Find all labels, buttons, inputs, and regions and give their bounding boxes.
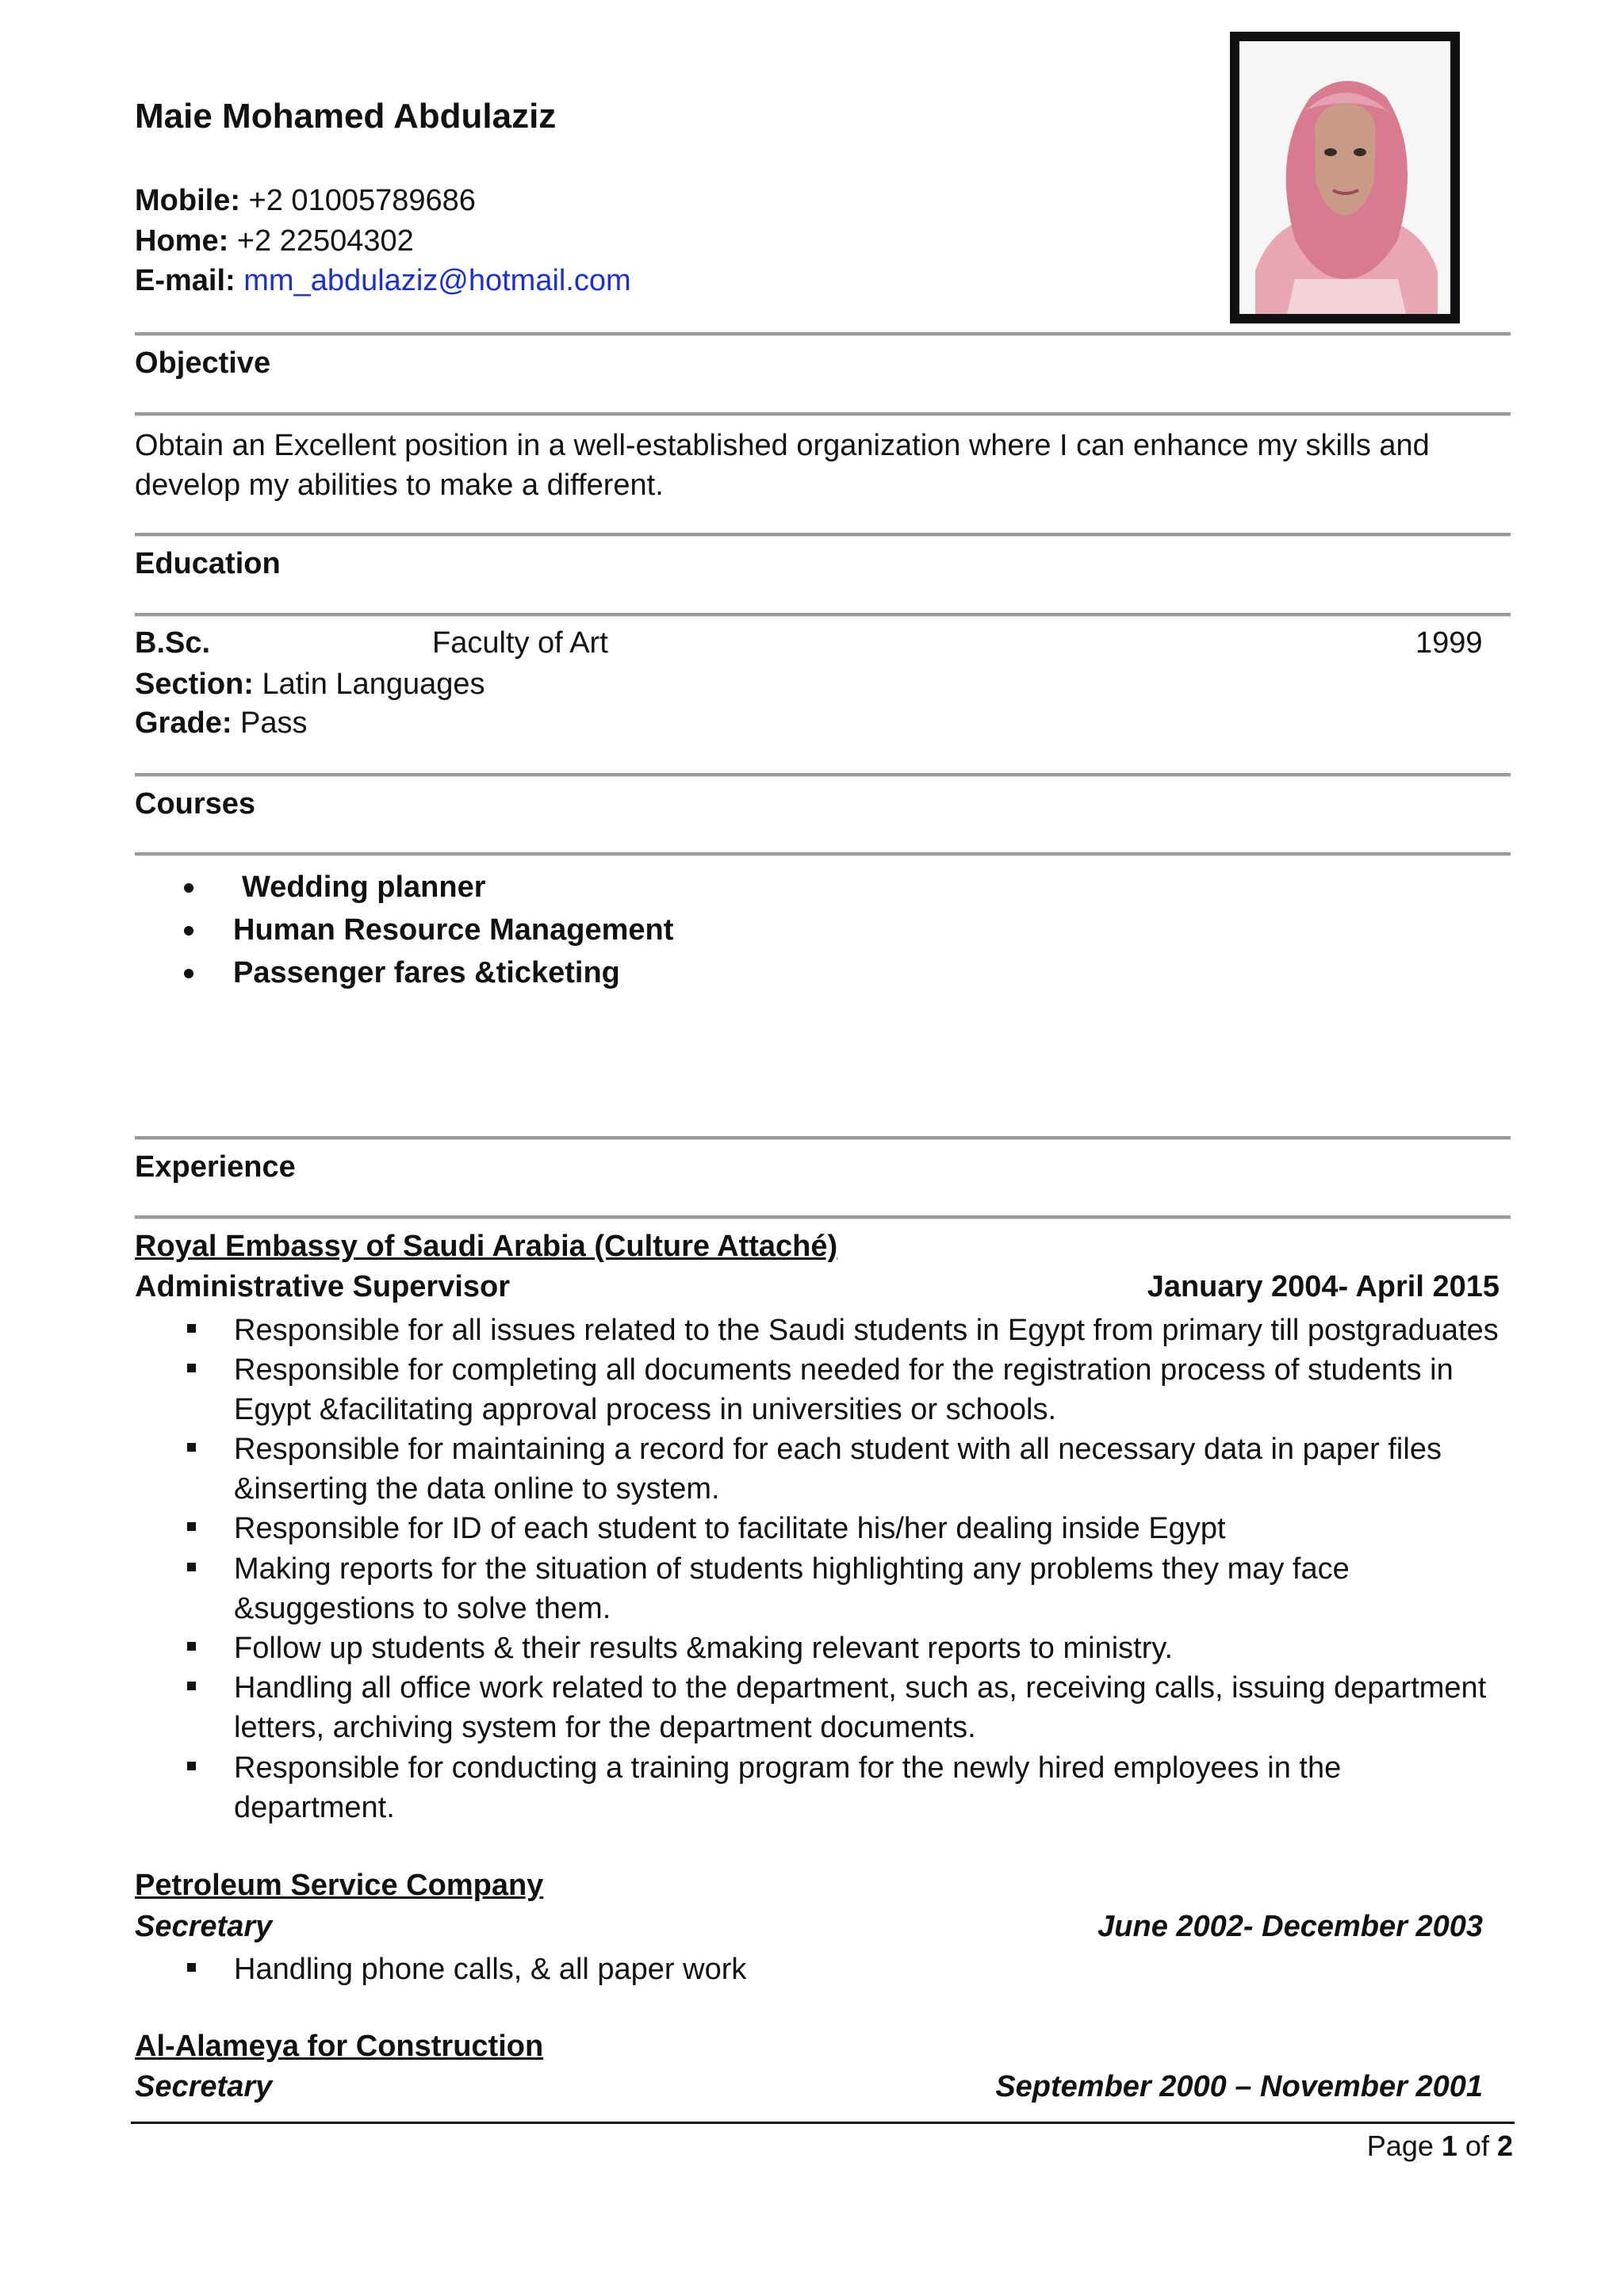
- experience-heading: Experience: [135, 1150, 296, 1184]
- duty-line: letters, archiving system for the department documents.: [234, 1711, 976, 1744]
- bullet-icon: [187, 1522, 196, 1531]
- grade-line: [135, 706, 308, 740]
- company-name: Al-Alameya for Construction: [135, 2030, 544, 2063]
- section-divider: [135, 1136, 1511, 1140]
- grade-value: Pass: [240, 706, 308, 740]
- list-item: [234, 1950, 1519, 1989]
- education-heading: Education: [135, 547, 281, 580]
- duty-line: Responsible for conducting a training program for the newly hired employees in the: [234, 1751, 1342, 1785]
- job-dates: June 2002- December 2003: [1097, 1910, 1483, 1943]
- graduation-year: 1999: [1415, 626, 1483, 660]
- list-item: [234, 1549, 1519, 1628]
- bullet-icon: [187, 1762, 196, 1770]
- objective-text: [135, 426, 1507, 505]
- page-number: [1367, 2130, 1513, 2163]
- job-title: Administrative Supervisor: [135, 1270, 511, 1303]
- duty-line: Responsible for all issues related to the Saudi students in Egypt from primary till postgraduates: [234, 1314, 1499, 1347]
- course-name: Passenger fares &ticketing: [233, 956, 620, 989]
- duty-line: department.: [234, 1791, 395, 1824]
- duty-line: &suggestions to solve them.: [234, 1592, 611, 1625]
- page-word: Page: [1366, 2130, 1434, 2162]
- mobile-line: [135, 184, 476, 218]
- footer-divider: [131, 2122, 1515, 2124]
- profile-photo-image: [1239, 41, 1450, 314]
- section-divider: [135, 332, 1511, 336]
- duty-line: Responsible for completing all documents needed for the registration process of students in: [234, 1353, 1454, 1387]
- bullet-icon: [187, 1364, 196, 1372]
- duty-line: Making reports for the situation of students highlighting any problems they may face: [234, 1552, 1350, 1586]
- bullet-icon: [187, 1642, 196, 1651]
- duty-line: Responsible for maintaining a record for each student with all necessary data in paper files: [234, 1433, 1442, 1466]
- faculty: Faculty of Art: [432, 626, 608, 660]
- page-current: 1: [1441, 2130, 1457, 2162]
- mobile-label: Mobile:: [135, 184, 240, 217]
- section-divider: [135, 1215, 1511, 1219]
- duty-line: Responsible for ID of each student to facilitate his/her dealing inside Egypt: [234, 1512, 1226, 1545]
- duty-line: Egypt &facilitating approval process in universities or schools.: [234, 1393, 1057, 1426]
- list-item: [234, 1350, 1519, 1429]
- section-label: Section:: [135, 668, 254, 701]
- company-name: Petroleum Service Company: [135, 1869, 544, 1902]
- job-dates: September 2000 – November 2001: [995, 2070, 1483, 2103]
- home-line: [135, 224, 414, 258]
- section-divider: [135, 613, 1511, 617]
- candidate-name: Maie Mohamed Abdulaziz: [135, 97, 557, 136]
- bullet-icon: [184, 883, 193, 893]
- job-title: Secretary: [135, 1910, 273, 1943]
- duty-line: &inserting the data online to system.: [234, 1472, 720, 1506]
- email-line: [135, 264, 631, 298]
- mobile-value: +2 01005789686: [248, 184, 476, 217]
- section-divider: [135, 412, 1511, 416]
- courses-heading: Courses: [135, 787, 256, 821]
- company-name: Royal Embassy of Saudi Arabia (Culture Attaché): [135, 1230, 838, 1263]
- home-value: +2 22504302: [236, 224, 414, 258]
- page-total: 2: [1496, 2130, 1513, 2162]
- objective-heading: Objective: [135, 346, 271, 380]
- course-name: Wedding planner: [242, 871, 486, 904]
- list-item: [234, 1628, 1519, 1668]
- bullet-icon: [184, 969, 193, 978]
- section-divider: [135, 773, 1511, 777]
- bullet-icon: [187, 1963, 196, 1972]
- objective-line-1: Obtain an Excellent position in a well-established organization where I can enhance my skills and: [135, 429, 1430, 462]
- grade-label: Grade:: [135, 706, 232, 740]
- bullet-icon: [184, 926, 193, 936]
- bullet-icon: [187, 1324, 196, 1333]
- section-line: [135, 668, 485, 702]
- section-divider: [135, 852, 1511, 856]
- email-label: E-mail:: [135, 264, 236, 297]
- course-name: Human Resource Management: [233, 913, 674, 947]
- list-item: [234, 1311, 1519, 1350]
- section-divider: [135, 533, 1511, 537]
- degree: B.Sc.: [135, 626, 211, 660]
- list-item: [234, 1668, 1519, 1747]
- bullet-icon: [187, 1682, 196, 1690]
- of-word: of: [1465, 2130, 1489, 2162]
- home-label: Home:: [135, 224, 229, 258]
- job-dates: January 2004- April 2015: [1147, 1270, 1500, 1303]
- bullet-icon: [187, 1443, 196, 1452]
- bullet-icon: [187, 1563, 196, 1571]
- profile-photo: [1230, 32, 1460, 323]
- section-value: Latin Languages: [262, 668, 485, 701]
- email-link[interactable]: mm_abdulaziz@hotmail.com: [243, 264, 631, 297]
- list-item: [234, 1429, 1519, 1509]
- duty-line: Handling all office work related to the department, such as, receiving calls, issuing department: [234, 1671, 1487, 1705]
- duty-line: Handling phone calls, & all paper work: [234, 1953, 747, 1986]
- person-portrait-icon: [1239, 41, 1450, 314]
- duty-line: Follow up students & their results &making relevant reports to ministry.: [234, 1632, 1174, 1665]
- list-item: [234, 1509, 1519, 1548]
- job-title: Secretary: [135, 2070, 273, 2103]
- list-item: [234, 1748, 1519, 1827]
- objective-line-2: develop my abilities to make a different.: [135, 469, 664, 502]
